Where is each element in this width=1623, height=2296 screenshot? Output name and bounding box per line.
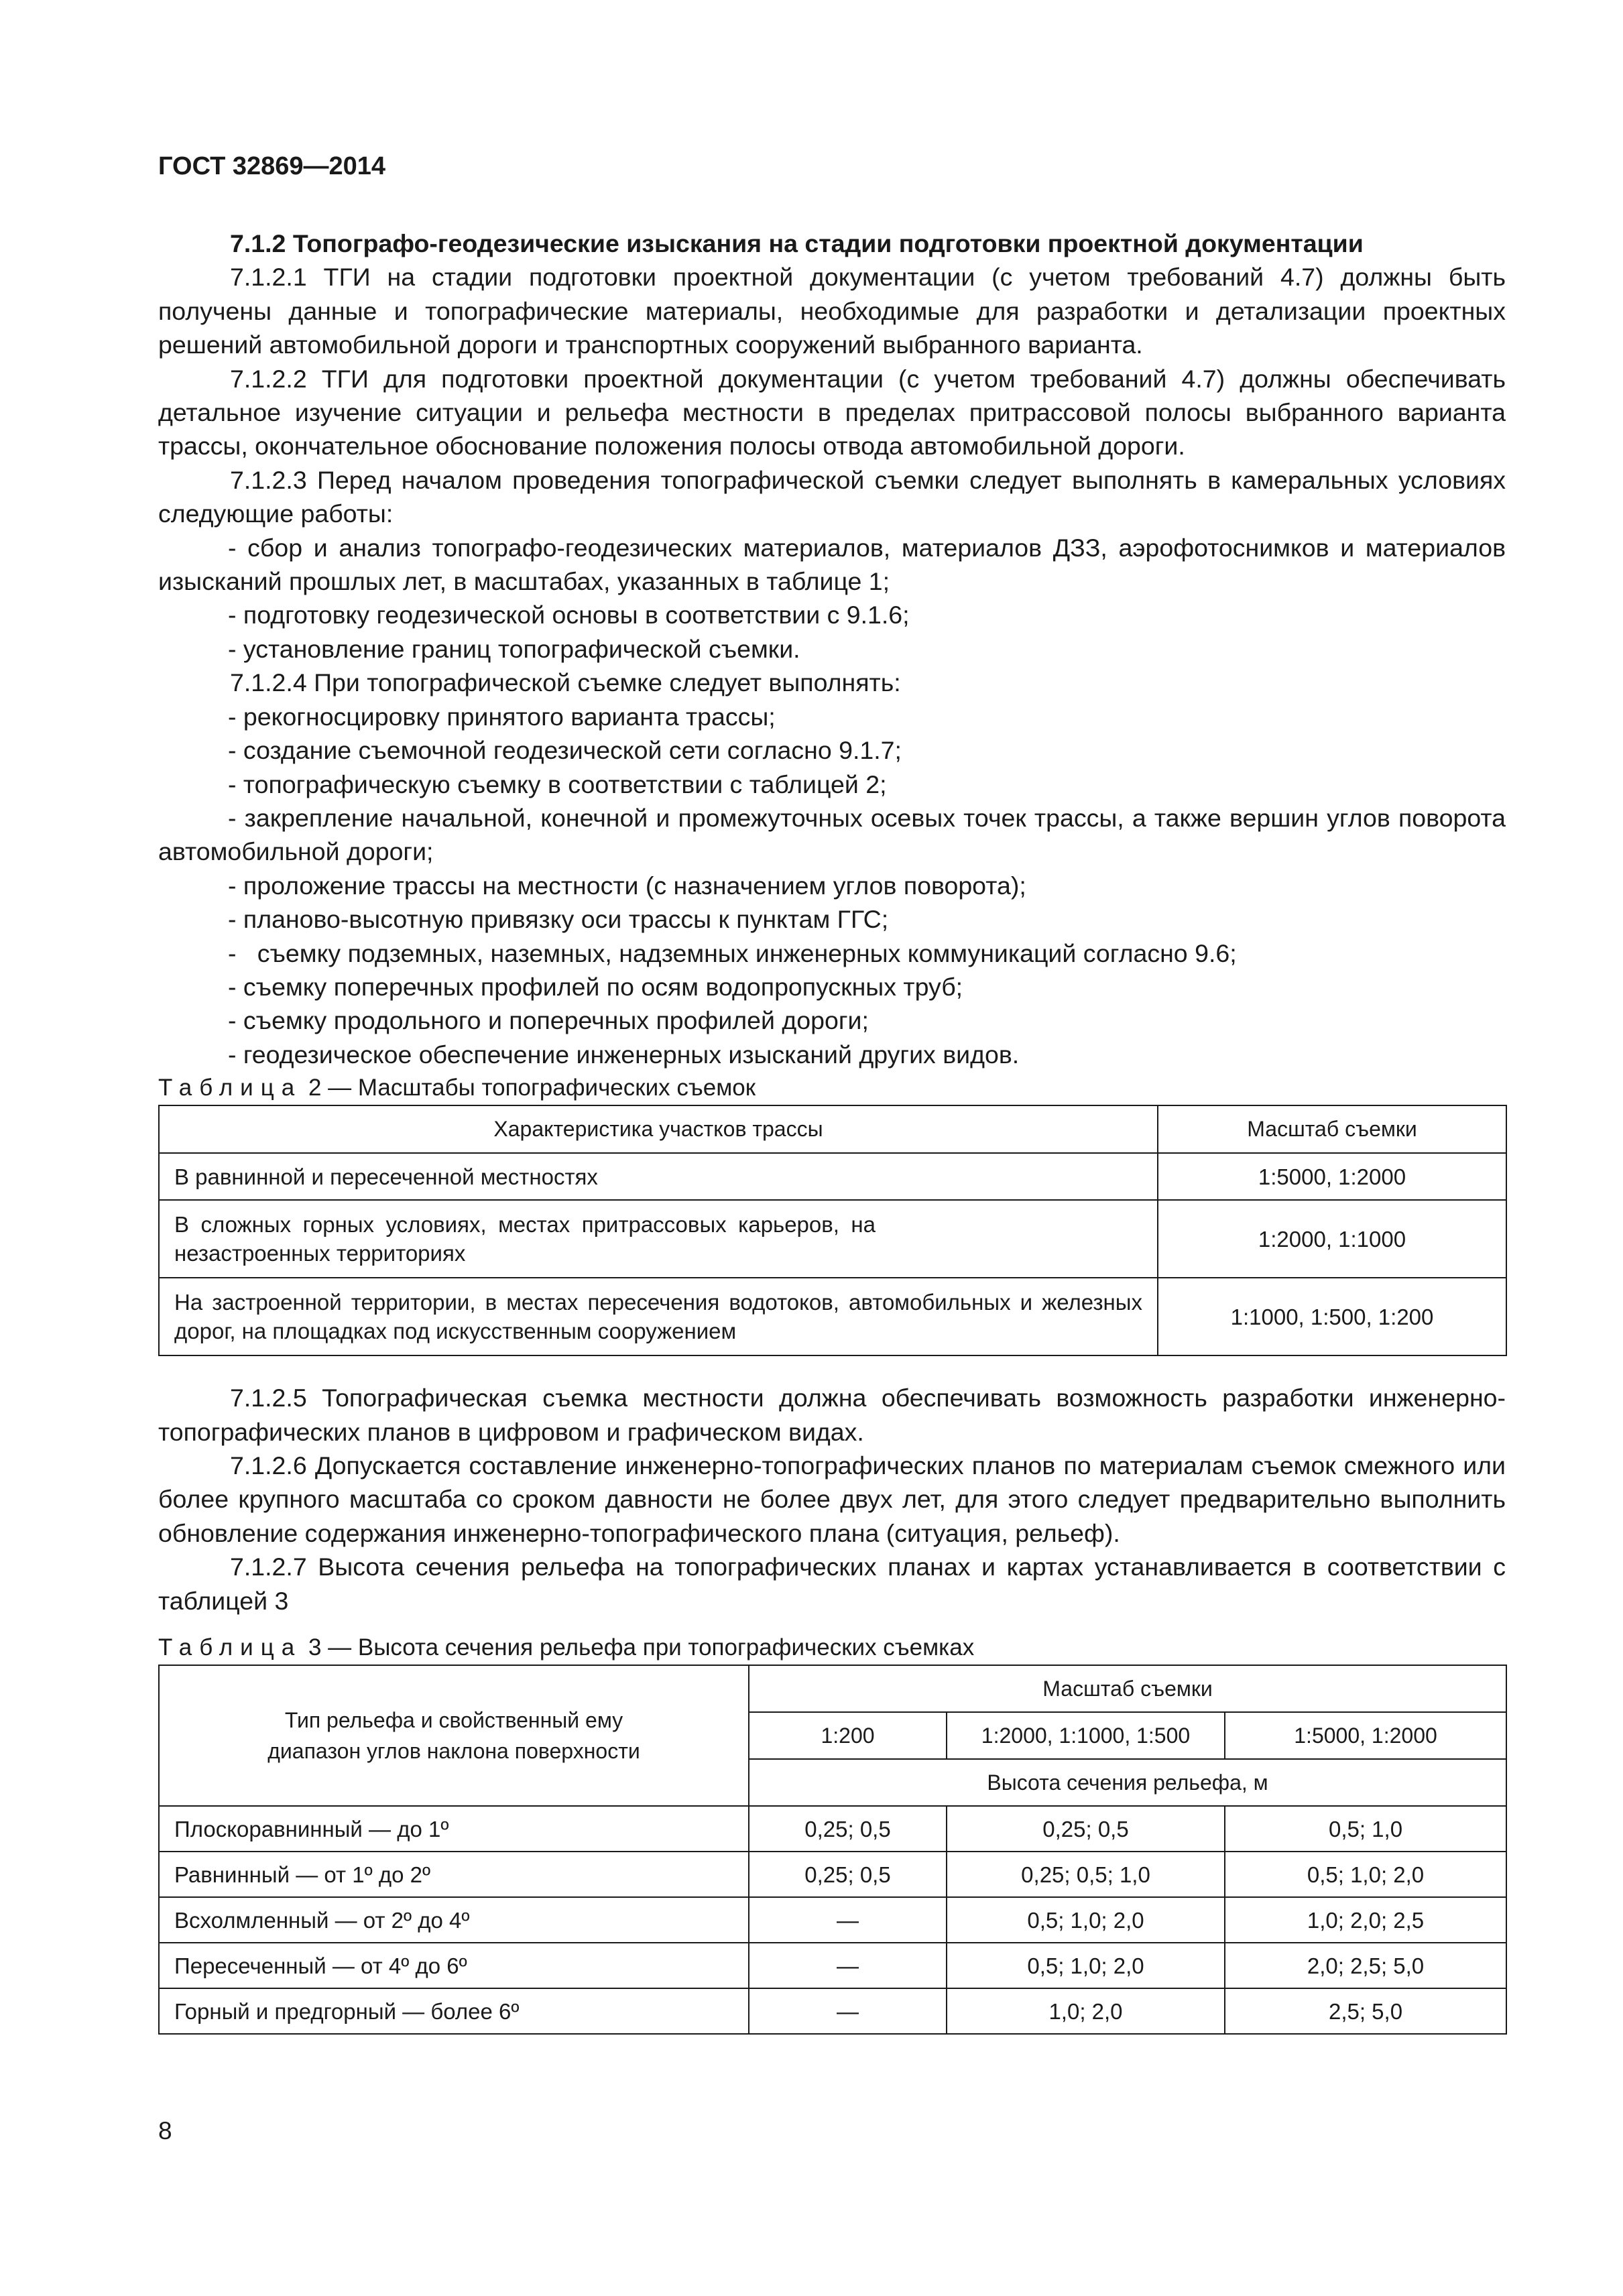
table-3-caption-title: 3 — Высота сечения рельефа при топографических съемках [308, 1634, 975, 1660]
list-item: - съемку поперечных профилей по осям водопропускных труб; [228, 972, 963, 1001]
list-item: - проложение трассы на местности (с назначением углов поворота); [228, 871, 1026, 900]
list-item: - планово-высотную привязку оси трассы к пунктам ГГС; [228, 905, 889, 934]
table-cell: 0,25; 0,5 [749, 1852, 947, 1897]
paragraph-7-1-2-1: 7.1.2.1 ТГИ на стадии подготовки проектной документации (с учетом требований 4.7) должны быть получены данные и топографические материалы, необходимые для разработки и детализации проектных решений автомобильной дороги и транспортных сооружений выбранного варианта. [158, 263, 1506, 359]
list-item: - съемку подземных, наземных, надземных инженерных коммуникаций согласно 9.6; [228, 939, 1237, 967]
table-row [159, 1278, 1506, 1355]
list-item: - геодезическое обеспечение инженерных изысканий других видов. [228, 1040, 1020, 1069]
table-cell: — [749, 1943, 947, 1988]
table-cell: — [749, 1988, 947, 2034]
table-row [159, 1806, 1506, 1852]
document-body [158, 227, 1506, 2035]
table-3-height-header: Высота сечения рельефа, м [749, 1759, 1506, 1806]
paragraph-7-1-2-2: 7.1.2.2 ТГИ для подготовки проектной документации (с учетом требований 4.7) должны обеспечивать детальное изучение ситуации и рельефа местности в пределах притрассовой полосы выбранного варианта трассы, окончательное обоснование положения полосы отвода автомобильной дороги. [158, 364, 1506, 461]
table-row [159, 1988, 1506, 2034]
table-3-col-relief-type: Тип рельефа и свойственный ему диапазон углов наклона поверхности [159, 1665, 749, 1806]
table-cell: 1,0; 2,0 [947, 1988, 1225, 2034]
table-cell: 0,25; 0,5; 1,0 [947, 1852, 1225, 1897]
table-2-caption-word: Таблица [158, 1075, 302, 1101]
table-cell: — [749, 1897, 947, 1943]
list-item: - закрепление начальной, конечной и промежуточных осевых точек трассы, а также вершин углов поворота автомобильной дороги; [158, 803, 1506, 866]
list-item: - установление границ топографической съемки. [228, 634, 800, 663]
table-3-scale-header: Масштаб съемки [749, 1665, 1506, 1712]
table-3-col-scale-1: 1:200 [749, 1712, 947, 1759]
table-2-caption [158, 1071, 1506, 1105]
list-item: - съемку продольного и поперечных профилей дороги; [228, 1006, 869, 1035]
table-2-caption-title: 2 — Масштабы топографических съемок [308, 1075, 756, 1101]
table-2-col-characteristics: Характеристика участков трассы [159, 1105, 1158, 1153]
table-2-col-scale: Масштаб съемки [1158, 1105, 1506, 1153]
table-row [159, 1943, 1506, 1988]
table-3-relief-contour-interval [158, 1665, 1507, 2035]
table-cell: 0,25; 0,5 [947, 1806, 1225, 1852]
table-cell: 2,0; 2,5; 5,0 [1225, 1943, 1506, 1988]
table-header-row [159, 1105, 1506, 1153]
list-item: - сбор и анализ топографо-геодезических материалов, материалов ДЗЗ, аэрофотоснимков и материалов изысканий прошлых лет, в масштабах, указанных в таблице 1; [158, 533, 1506, 596]
table-cell: 1,0; 2,0; 2,5 [1225, 1897, 1506, 1943]
table-cell: 0,5; 1,0 [1225, 1806, 1506, 1852]
table-cell: Горный и предгорный — более 6º [159, 1988, 749, 2034]
table-row [159, 1153, 1506, 1200]
paragraph-7-1-2-7: 7.1.2.7 Высота сечения рельефа на топографических планах и картах устанавливается в соответствии с таблицей 3 [158, 1553, 1506, 1615]
page-number: 8 [158, 2117, 172, 2144]
table-cell: Плоскоравнинный — до 1º [159, 1806, 749, 1852]
table-3-col-scale-3: 1:5000, 1:2000 [1225, 1712, 1506, 1759]
table-cell: 0,25; 0,5 [749, 1806, 947, 1852]
table-3-col-scale-2: 1:2000, 1:1000, 1:500 [947, 1712, 1225, 1759]
table-cell: 2,5; 5,0 [1225, 1988, 1506, 2034]
table-3-caption [158, 1631, 1506, 1665]
table-header-row [159, 1665, 1506, 1712]
table-2-survey-scales [158, 1105, 1507, 1356]
table-cell: 0,5; 1,0; 2,0 [1225, 1852, 1506, 1897]
list-item: - подготовку геодезической основы в соответствии с 9.1.6; [228, 601, 910, 629]
list-item: - создание съемочной геодезической сети согласно 9.1.7; [228, 736, 902, 765]
paragraph-7-1-2-6: 7.1.2.6 Допускается составление инженерно-топографических планов по материалам съемок смежного или более крупного масштаба со сроком давности не более двух лет, для этого следует предварительно выполнить обновление содержания инженерно-топографического плана (ситуация, рельеф). [158, 1451, 1506, 1547]
table-row [159, 1897, 1506, 1943]
section-heading-7-1-2: 7.1.2 Топографо-геодезические изыскания на стадии подготовки проектной документации [230, 229, 1364, 257]
table-cell: Всхолмленный — от 2º до 4º [159, 1897, 749, 1943]
table-cell: В равнинной и пересеченной местностях [159, 1153, 1158, 1200]
table-cell: 1:5000, 1:2000 [1158, 1153, 1506, 1200]
list-item: - рекогносцировку принятого варианта трассы; [228, 702, 776, 731]
table-cell: 0,5; 1,0; 2,0 [947, 1943, 1225, 1988]
paragraph-7-1-2-5: 7.1.2.5 Топографическая съемка местности должна обеспечивать возможность разработки инженерно-топографических планов в цифровом и графическом видах. [158, 1384, 1506, 1446]
paragraph-7-1-2-4: 7.1.2.4 При топографической съемке следует выполнять: [230, 668, 901, 697]
list-item: - топографическую съемку в соответствии с таблицей 2; [228, 770, 887, 798]
table-cell: 0,5; 1,0; 2,0 [947, 1897, 1225, 1943]
table-row [159, 1200, 1506, 1278]
paragraph-7-1-2-3: 7.1.2.3 Перед началом проведения топографической съемки следует выполнять в камеральных условиях следующие работы: [158, 465, 1506, 528]
table-cell: 1:1000, 1:500, 1:200 [1158, 1278, 1506, 1355]
document-code-header: ГОСТ 32869—2014 [158, 152, 386, 180]
table-3-caption-word: Таблица [158, 1634, 302, 1660]
table-cell: В сложных горных условиях, местах притрассовых карьеров, на незастроенных территориях [159, 1200, 1158, 1278]
table-cell: Пересеченный — от 4º до 6º [159, 1943, 749, 1988]
table-cell: 1:2000, 1:1000 [1158, 1200, 1506, 1278]
table-row [159, 1852, 1506, 1897]
table-cell: Равнинный — от 1º до 2º [159, 1852, 749, 1897]
table-cell: На застроенной территории, в местах пересечения водотоков, автомобильных и железных дорог, на площадках под искусственным сооружением [159, 1278, 1158, 1355]
